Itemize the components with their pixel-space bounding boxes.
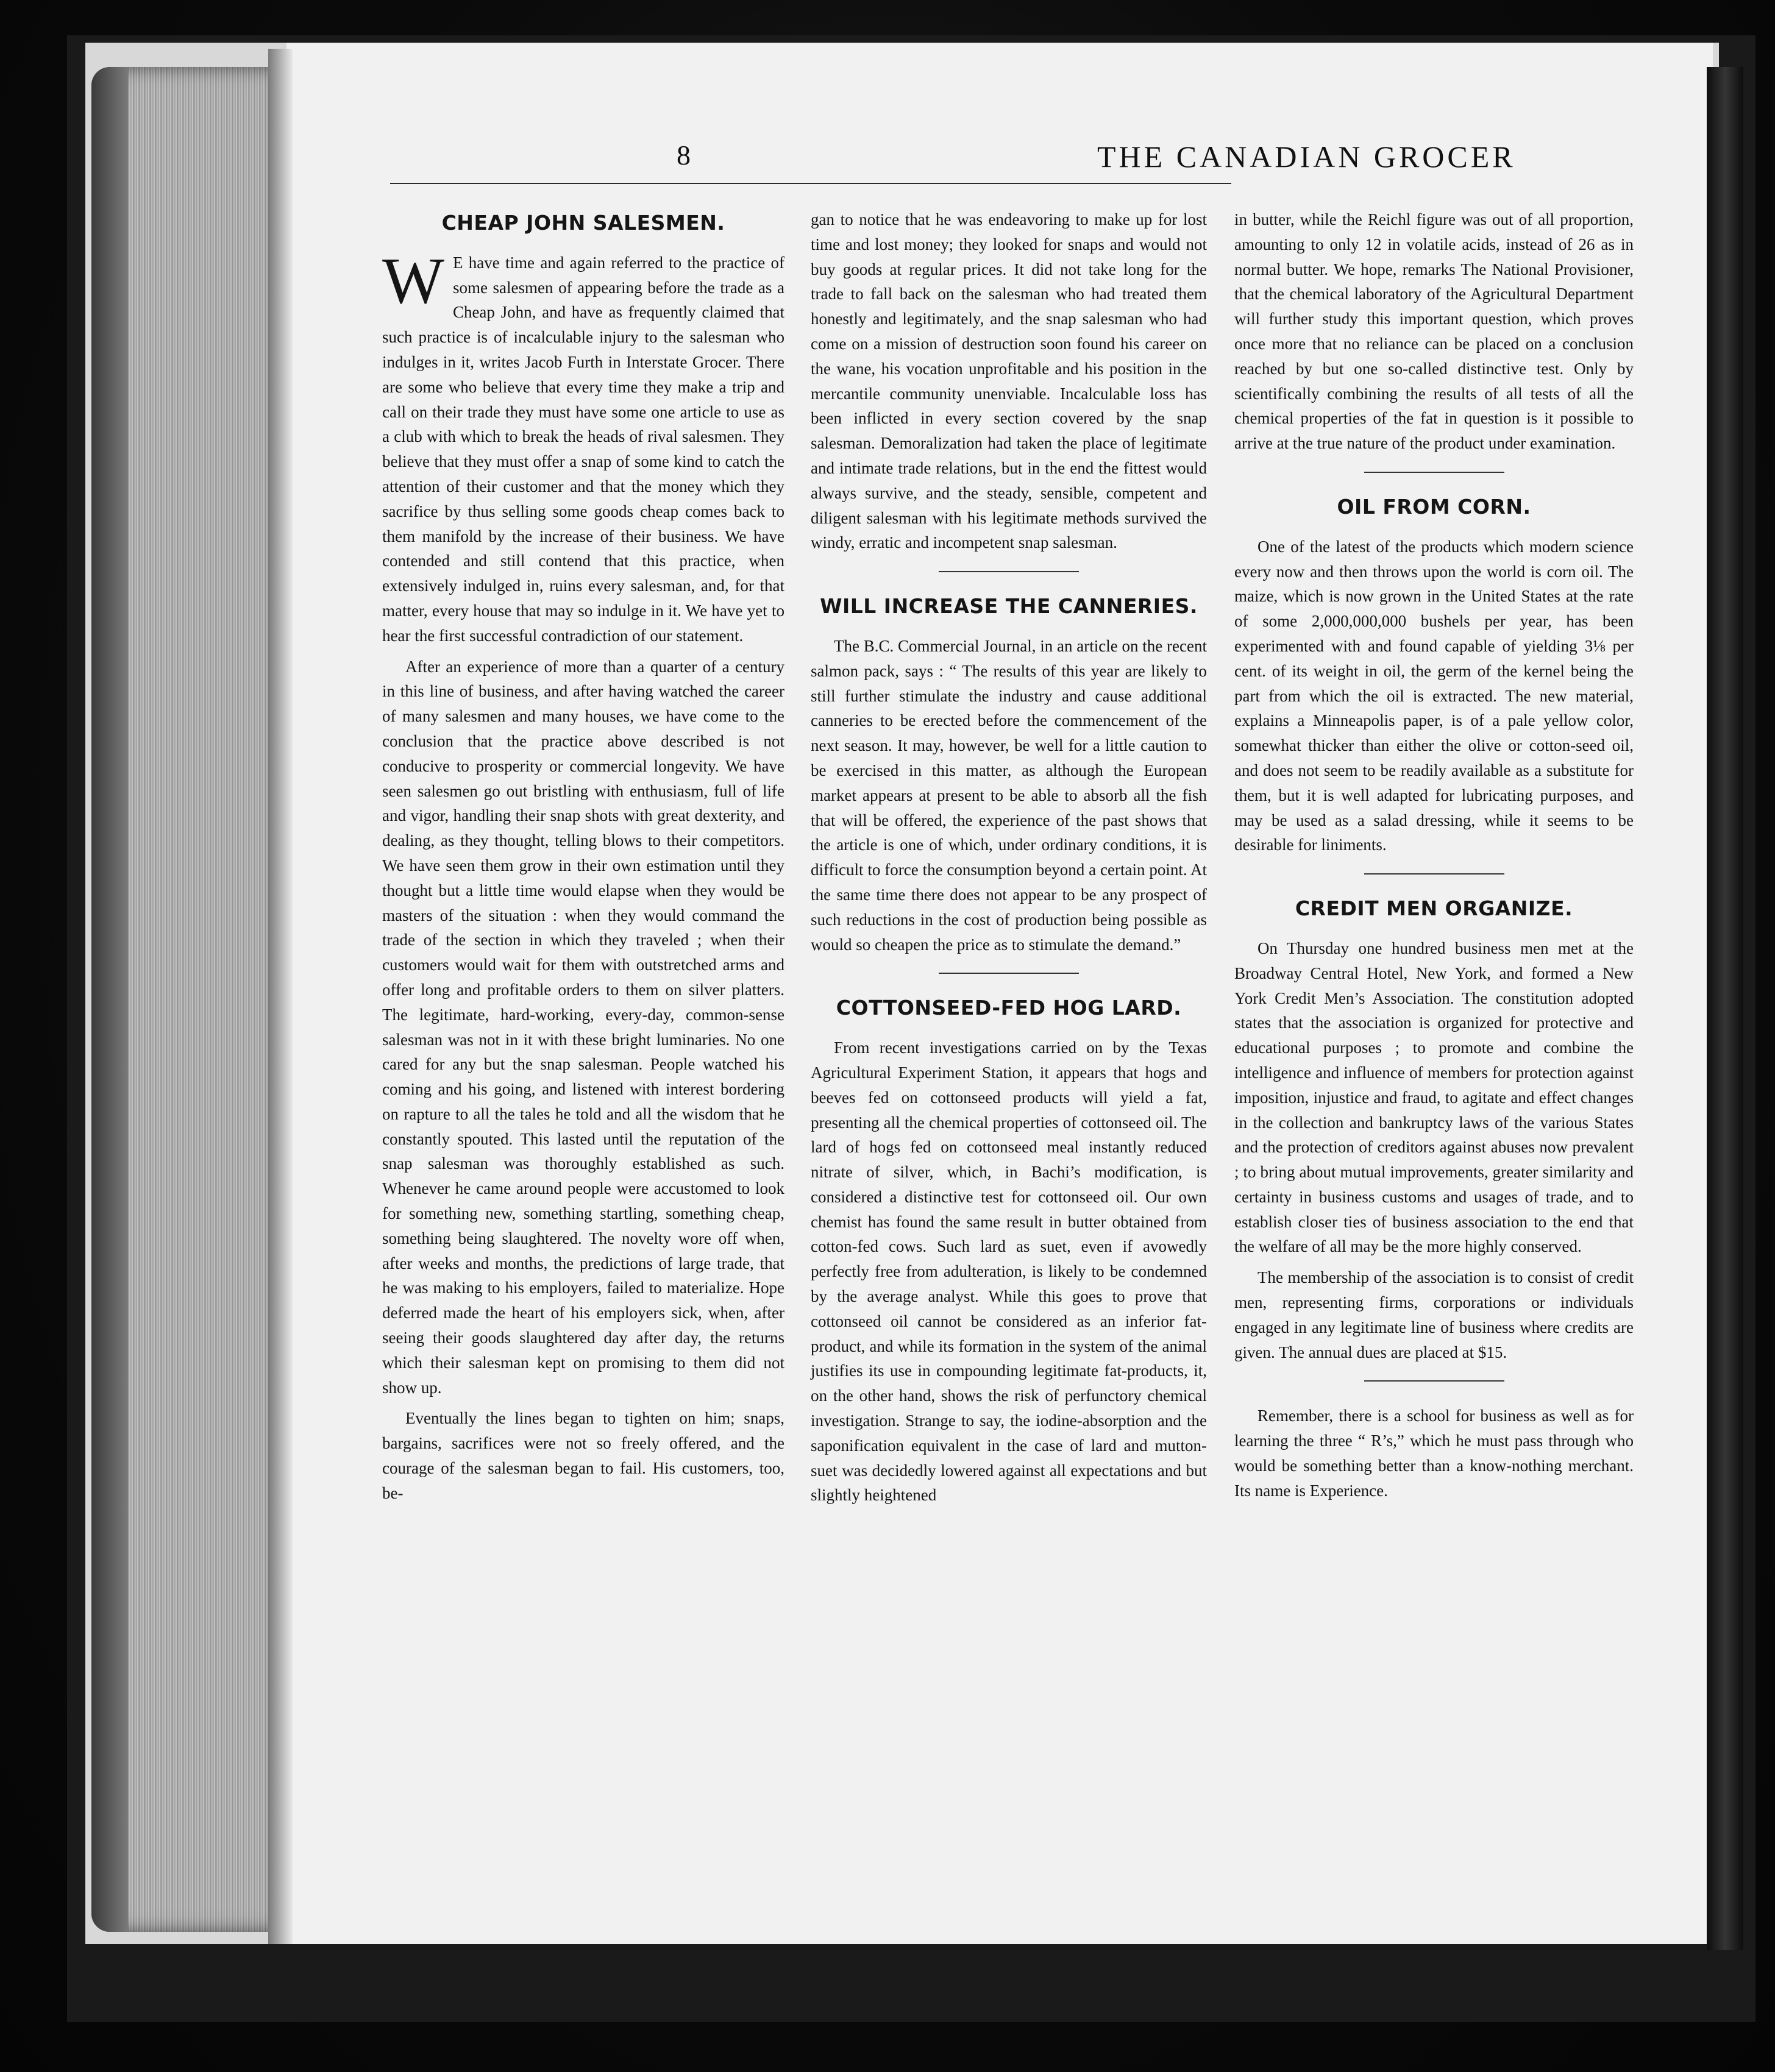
headline-credit-men: CREDIT MEN ORGANIZE.	[1295, 896, 1573, 921]
article-paragraph: Eventually the lines began to tighten on him; snaps, bargains, sacrifices were not so freely offered, and the courage of the salesman began to fail. His customers, too, be-	[382, 1409, 784, 1502]
section-divider	[1364, 472, 1504, 473]
article-paragraph-continued: gan to notice that he was endeavoring to make up for lost time and lost money; they looked for snaps and would not buy goods at regular prices. It did not take long for the trade to fall back on the salesman who had treated them honestly and legitimately, and the snap salesman who had come on a mission of destruction soon found his career on the wane, his vocation unprofitable and his position in the mercantile community unenviable. Incalculable loss has been inflicted in every section covered by the snap salesman. Demoralization had taken the place of legitimate and intimate trade relations, but in the end the fittest would always survive, and the steady, sensible, competent and diligent salesman with his legitimate methods survived the windy, erratic and incompetent snap salesman.	[811, 210, 1207, 552]
article-paragraph	[382, 244, 784, 648]
publication-title: THE CANADIAN GROCER	[1097, 140, 1516, 174]
article-paragraph-continued: in butter, while the Reichl figure was out of all proportion, amounting to only 12 in volatile acids, instead of 26 as in normal butter. We hope, remarks The National Provisioner, that the chemical laboratory of the Agricultural Department will further study this important question, which proves once more that no reliance can be placed on a conclusion reached by but one so-called distinctive test. Only by scientifically combining the results of all tests of all the chemical properties of the fat in question is it possible to arrive at the true nature of the product under examination.	[1234, 210, 1634, 453]
page-gutter	[268, 49, 293, 1944]
article-paragraph: On Thursday one hundred business men met at the Broadway Central Hotel, New York, and formed a New York Credit Men’s Association. The constitution adopted states that the association is organized for protective and educational purposes ; to promote and combine the intelligence and influence of members for protection against imposition, injustice and fraud, to agitate and effect changes in the collection and bankruptcy laws of the various States and the protection of creditors against abuses now prevalent ; to bring about mutual improvements, greater similarity and certainty in business customs and usages of trade, and to establish closer ties of business association to the end that the welfare of all may be the more highly conserved.	[1234, 938, 1634, 1256]
header-rule	[390, 183, 1231, 184]
article-paragraph: One of the latest of the products which modern science every now and then throws upon the world is corn oil. The maize, which is now grown in the United States at the rate of some 2,000,000,000 bushels per year, has been experimented with and found capable of yielding 3⅛ per cent. of its weight in oil, the germ of the kernel being the part from which the oil is extracted. The new material, explains a Minneapolis paper, is of a pale yellow color, somewhat thicker than either the olive or cotton-seed oil, and does not seem to be readily available as a substitute for them, but it is well adapted for lubricating purposes, and may be used as a salad dressing, while it seems to be desirable for liniments.	[1234, 537, 1634, 854]
article-paragraph: The B.C. Commercial Journal, in an article on the recent salmon pack, says : “ The results of this year are likely to still further stimulate the industry and cause additional canneries to be erected before the commencement of the next season. It may, however, be well for a little caution to be exercised in this matter, as although the European market appears at present to be able to absorb all the fish that will be offered, the experience of the past shows that the article is one of which, under ordinary conditions, it is difficult to force the consumption beyond a certain point. At the same time there does not appear to be any prospect of such reductions in the cost of production being possible as would so cheapen the price as to stimulate the demand.”	[811, 636, 1207, 954]
article-paragraph: After an experience of more than a quarter of a century in this line of business, and after having watched the career of many salesmen and many houses, we have come to the conclusion that the practice above described is not conducive to prosperity or commercial longevity. We have seen salesmen go out bristling with enthusiasm, full of life and vigor, handling their snap shots with great dexterity, and dealing, as they thought, telling blows to their competitors. We have seen them grow in their own estimation until they thought but a little time would elapse when they would be masters of the situation : when they would command the trade of the section in which they traveled ; when their customers would wait for them with outstretched arms and offer long and profitable orders to them on silver platters. The legitimate, hard-working, every-day, common-sense salesman was not in it with these bright luminaries. No one cared for any but the snap salesman. People watched his coming and his going, and listened with interest bordering on rapture to all the tales he told and all the wisdom that he constantly spouted. This lasted until the reputation of the snap salesman was thoroughly established as such. Whenever he came around people were accustomed to look for something new, something startling, something cheap, something being slaughtered. The novelty wore off when, after weeks and months, the predictions of large trade, that he was making to his employers, failed to materialize. Hope deferred made the heart of his employers sick, when, after seeing their goods slaughtered day after day, the returns which their salesman kept on promising to them did not show up.	[382, 657, 784, 1397]
page-edges-shadow	[91, 67, 128, 1932]
article-paragraph: From recent investigations carried on by the Texas Agricultural Experiment Station, it appears that hogs and beeves fed on cottonseed products will yield a fat, presenting all the chemical properties of cottonseed oil. The lard of hogs fed on cottonseed meal instantly reduced nitrate of silver, which, in Bachi’s modification, is considered a distinctive test for cottonseed oil. Our own chemist has found the same result in butter obtained from cotton-fed cows. Such lard as suet, even if avowedly perfectly free from adulteration, is likely to be condemned by the average analyst. While this goes to prove that cottonseed oil cannot be considered as an inferior fat-product, and while its formation in the system of the animal justifies its use in compounding legitimate fat-products, it, on the other hand, shows the risk of perfunctory chemical investigation. Strange to say, the iodine-absorption and the saponification equivalent in the case of lard and mutton-suet was decidedly lowered against all expectations and but slightly heightened	[811, 1038, 1207, 1505]
headline-cheap-john: CHEAP JOHN SALESMEN.	[441, 211, 725, 235]
article-paragraph: Remember, there is a school for business as well as for learning the three “ R’s,” which he must pass through who would be something better than a know-nothing merchant. Its name is Experience.	[1234, 1407, 1634, 1500]
right-book-edge	[1707, 67, 1743, 1950]
column-2	[811, 207, 1207, 1514]
headline-corn-oil: OIL FROM CORN.	[1337, 494, 1531, 519]
column-1	[382, 207, 784, 1512]
section-divider	[1364, 873, 1504, 875]
headline-canneries: WILL INCREASE THE CANNERIES.	[820, 594, 1198, 619]
page-number: 8	[677, 140, 691, 171]
paragraph-text: E have time and again referred to the practice of some salesmen of appearing before the trade as a Cheap John, and have as frequently claimed that such practice is of incalculable injury to the salesman who indulges in it, writes Jacob Furth in Interstate Grocer. There are some who believe that every time they make a trip and call on their trade they must have some one article to use as a club with which to break the heads of rival salesmen. They believe that they must offer a snap of some kind to catch the attention of their customer and that the money which they sacrifice by thus selling some goods cheap comes back to them manifold by the increase of their business. We have contended and still contend that this practice, when extensively indulged in, ruins every salesman, and, for that matter, every house that may so indulge in it. We have yet to hear the first successful contradiction of our statement.	[382, 253, 784, 645]
headline-hog-lard: COTTONSEED-FED HOG LARD.	[836, 996, 1182, 1020]
drop-cap: W	[382, 244, 444, 318]
article-paragraph: The membership of the association is to consist of credit men, representing firms, corporations or individuals engaged in any legitimate line of business where credits are given. The annual dues are placed at $15.	[1234, 1268, 1634, 1361]
column-3	[1234, 207, 1634, 1510]
section-divider	[1364, 1380, 1504, 1382]
running-header	[286, 139, 1713, 188]
section-divider	[939, 571, 1079, 572]
section-divider	[939, 973, 1079, 974]
